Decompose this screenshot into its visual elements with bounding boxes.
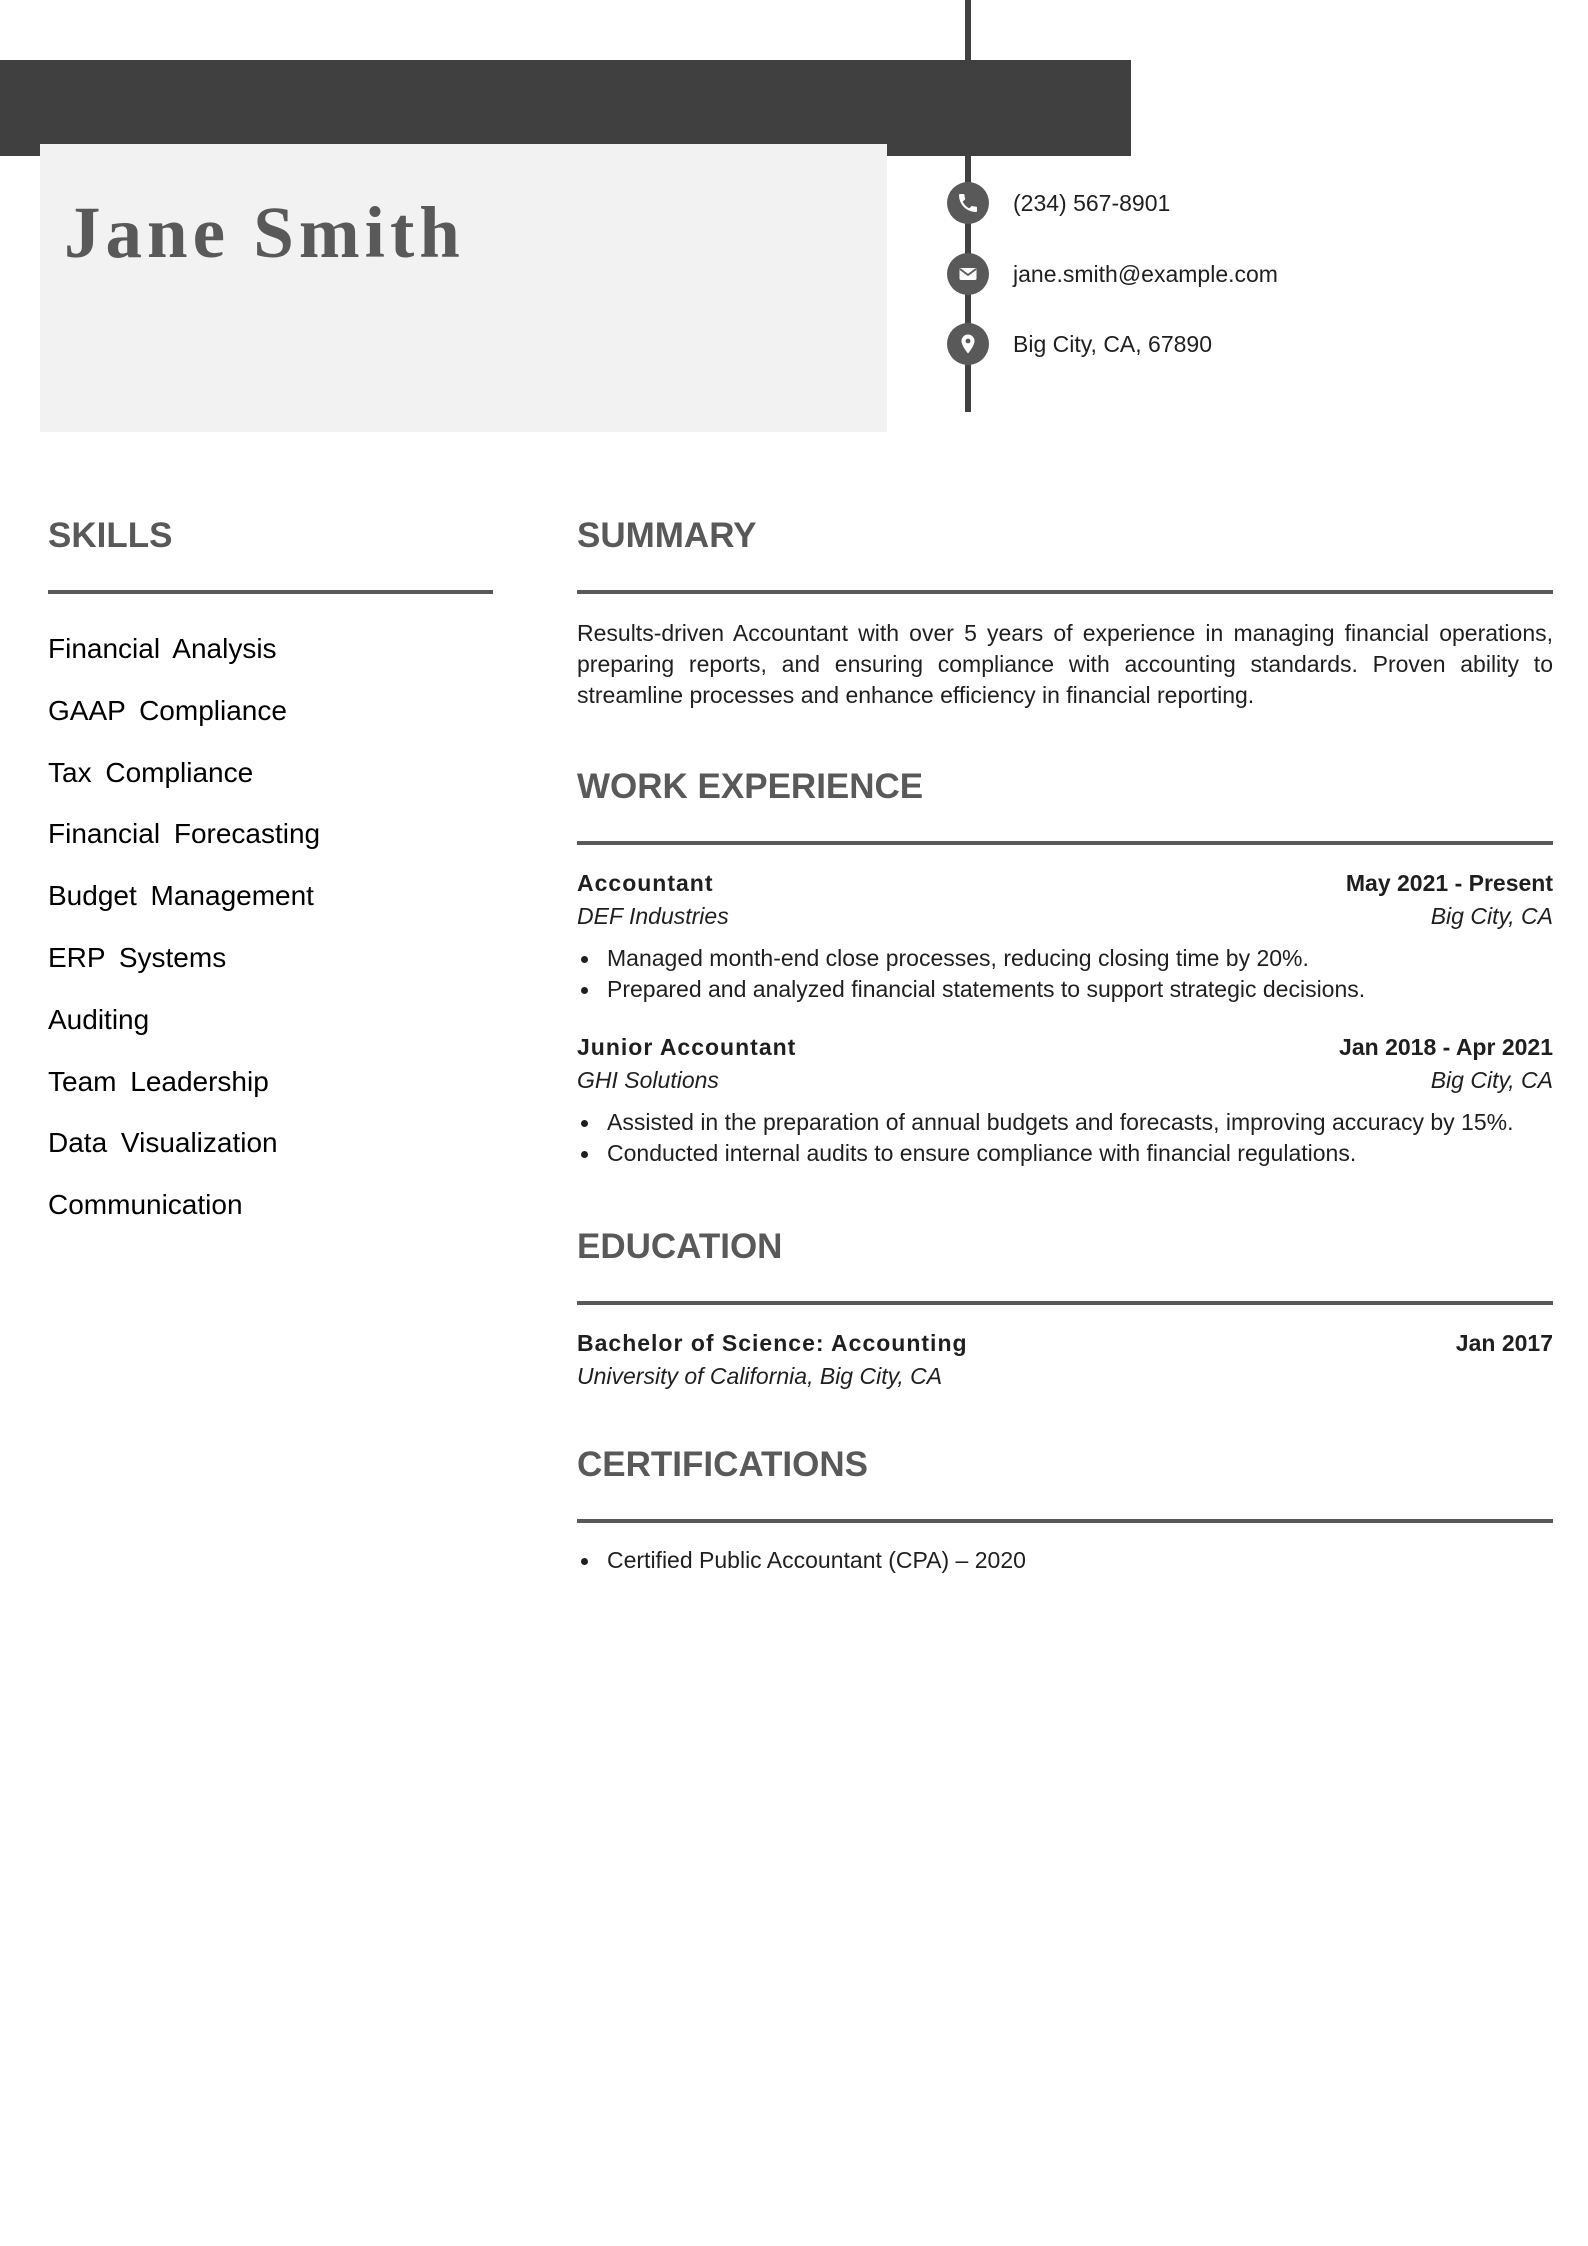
skill-item: Communication	[48, 1189, 243, 1221]
job-location: Big City, CA	[1430, 903, 1553, 929]
skills-heading: SKILLS	[48, 516, 173, 555]
header-dark-bar	[0, 60, 1131, 156]
job-bullet: Managed month-end close processes, reducing closing time by 20%.	[577, 943, 1553, 974]
contact-location	[947, 322, 1212, 366]
graduation-date: Jan 2017	[1455, 1330, 1553, 1356]
skill-item: Data Visualization	[48, 1127, 278, 1159]
main-column	[577, 512, 1553, 1576]
contact-phone	[947, 181, 1170, 225]
summary-text: Results-driven Accountant with over 5 years of experience in managing financial operations, preparing reports, and ensuring compliance with accounting standards. Proven ability to streamline processes and enhance efficiency in financial reporting.	[577, 620, 1553, 708]
job-bullet: Conducted internal audits to ensure compliance with financial regulations.	[577, 1138, 1553, 1169]
candidate-name: Jane Smith	[64, 192, 465, 273]
skill-item: Auditing	[48, 1003, 150, 1035]
skill-item: GAAP Compliance	[48, 694, 287, 726]
certifications-heading: CERTIFICATIONS	[577, 1445, 869, 1484]
job-company: GHI Solutions	[577, 1067, 719, 1093]
certifications-section	[577, 1441, 1553, 1576]
job-location: Big City, CA	[1430, 1067, 1553, 1093]
job-bullets	[577, 1107, 1553, 1169]
summary-heading: SUMMARY	[577, 516, 757, 555]
skill-item: Tax Compliance	[48, 756, 254, 788]
job-title: Junior Accountant	[577, 1034, 797, 1060]
section-divider	[577, 590, 1553, 594]
job-dates: Jan 2018 - Apr 2021	[1339, 1034, 1553, 1060]
location-pin-icon	[947, 323, 989, 365]
job-bullet: Assisted in the preparation of annual budgets and forecasts, improving accuracy by 15%.	[577, 1107, 1553, 1138]
email-address: jane.smith@example.com	[1013, 260, 1278, 287]
school: University of California, Big City, CA	[577, 1363, 943, 1389]
section-divider	[577, 841, 1553, 845]
section-divider	[577, 1301, 1553, 1305]
work-experience-section	[577, 763, 1553, 1169]
skill-item: ERP Systems	[48, 941, 227, 973]
skill-item: Financial Forecasting	[48, 818, 321, 850]
skills-section	[48, 512, 493, 1236]
location: Big City, CA, 67890	[1013, 330, 1213, 357]
skill-item: Team Leadership	[48, 1065, 269, 1097]
name-panel	[40, 144, 887, 432]
job-bullets	[577, 943, 1553, 1005]
education-entry	[577, 1327, 1553, 1393]
envelope-icon	[947, 253, 989, 295]
phone-icon	[947, 182, 989, 224]
degree: Bachelor of Science: Accounting	[577, 1330, 968, 1356]
certifications-list	[577, 1545, 1553, 1576]
work-experience-heading: WORK EXPERIENCE	[577, 767, 924, 806]
education-section	[577, 1223, 1553, 1393]
job-company: DEF Industries	[577, 903, 729, 929]
job-bullet: Prepared and analyzed financial statements to support strategic decisions.	[577, 974, 1553, 1005]
job-entry	[577, 1031, 1553, 1169]
skill-item: Budget Management	[48, 880, 314, 912]
job-title: Accountant	[577, 870, 714, 896]
job-dates: May 2021 - Present	[1345, 870, 1553, 896]
contact-email	[947, 252, 1278, 296]
certification-item: Certified Public Accountant (CPA) – 2020	[577, 1545, 1553, 1576]
section-divider	[48, 590, 493, 594]
education-heading: EDUCATION	[577, 1227, 783, 1266]
skills-list	[48, 618, 493, 1236]
skill-item: Financial Analysis	[48, 633, 277, 664]
summary-section	[577, 512, 1553, 711]
job-entry	[577, 867, 1553, 1005]
phone-number: (234) 567-8901	[1013, 189, 1171, 216]
section-divider	[577, 1519, 1553, 1523]
